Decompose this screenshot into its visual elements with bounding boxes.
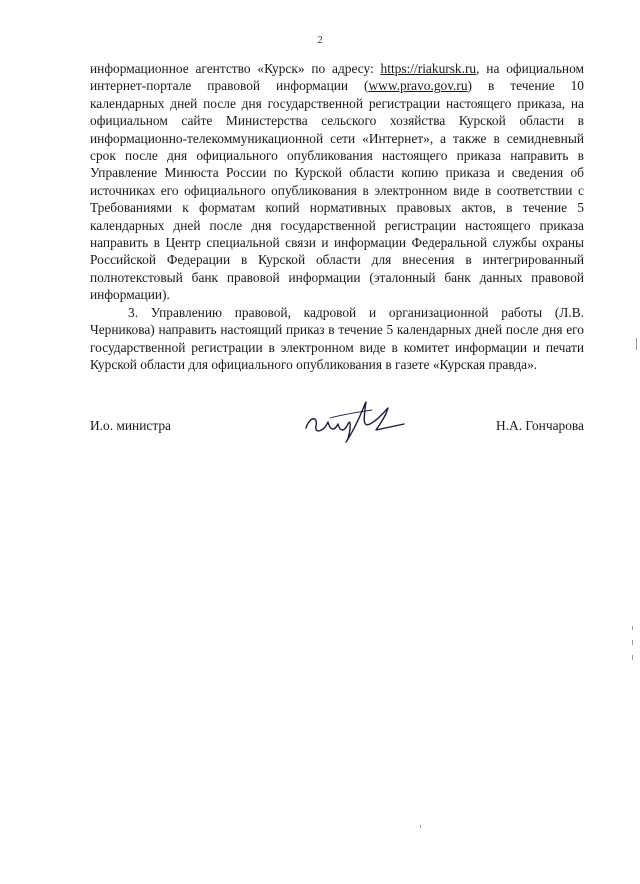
scan-margin-mark [632, 640, 633, 645]
pravo-gov-link[interactable]: www.pravo.gov.ru [368, 78, 468, 94]
handwritten-signature-icon [300, 394, 408, 446]
signatory-name: Н.А. Гончарова [496, 418, 584, 433]
paragraph-text-between-links: , на официальном интернет-портале правовой информации ( [90, 61, 584, 94]
scan-margin-mark [632, 626, 633, 630]
scan-margin-mark [420, 825, 421, 828]
paragraph-text-after-links: ) в течение 10 календарных дней после дня государственной регистрации настоящего приказа, на официальном сайте Министерства сельского хозяйства Курской области в информационно-телекоммуникационной сети «Интернет», а также в семидневный срок после дня официального опубликования настоящего приказа направить в Управление Минюста России по Курской области копию приказа и сведения об источниках его официального опубликования в электронном виде в соответствии с Требованиями к форматам копий нормативных правовых актов, в течение 5 календарных дней после дня государственной регистрации настоящего приказа направить в Центр специальной связи и информации Федеральной службы охраны Российской Федерации в Курской области для внесения в интегрированный полнотекстовый банк правовой информации (эталонный банк данных правовой информации). [90, 78, 584, 303]
signature-block [90, 394, 584, 446]
scan-margin-mark [632, 655, 633, 660]
paragraph-text-before-link: информационное агентство «Курск» по адресу: [90, 61, 381, 76]
document-body [90, 60, 584, 373]
scan-margin-mark [636, 338, 637, 350]
riakursk-link[interactable]: https://riakursk.ru [380, 61, 477, 76]
signatory-title: И.о. министра [90, 418, 171, 433]
paragraph-continuation [90, 60, 584, 304]
paragraph-item-3: 3. Управлению правовой, кадровой и организационной работы (Л.В. Черникова) направить настоящий приказ в течение 5 календарных дней после дня его государственной регистрации в электронном виде в комитет информации и печати Курской области для официального опубликования в газете «Курская правда». [90, 304, 584, 372]
page-number: 2 [317, 34, 323, 46]
